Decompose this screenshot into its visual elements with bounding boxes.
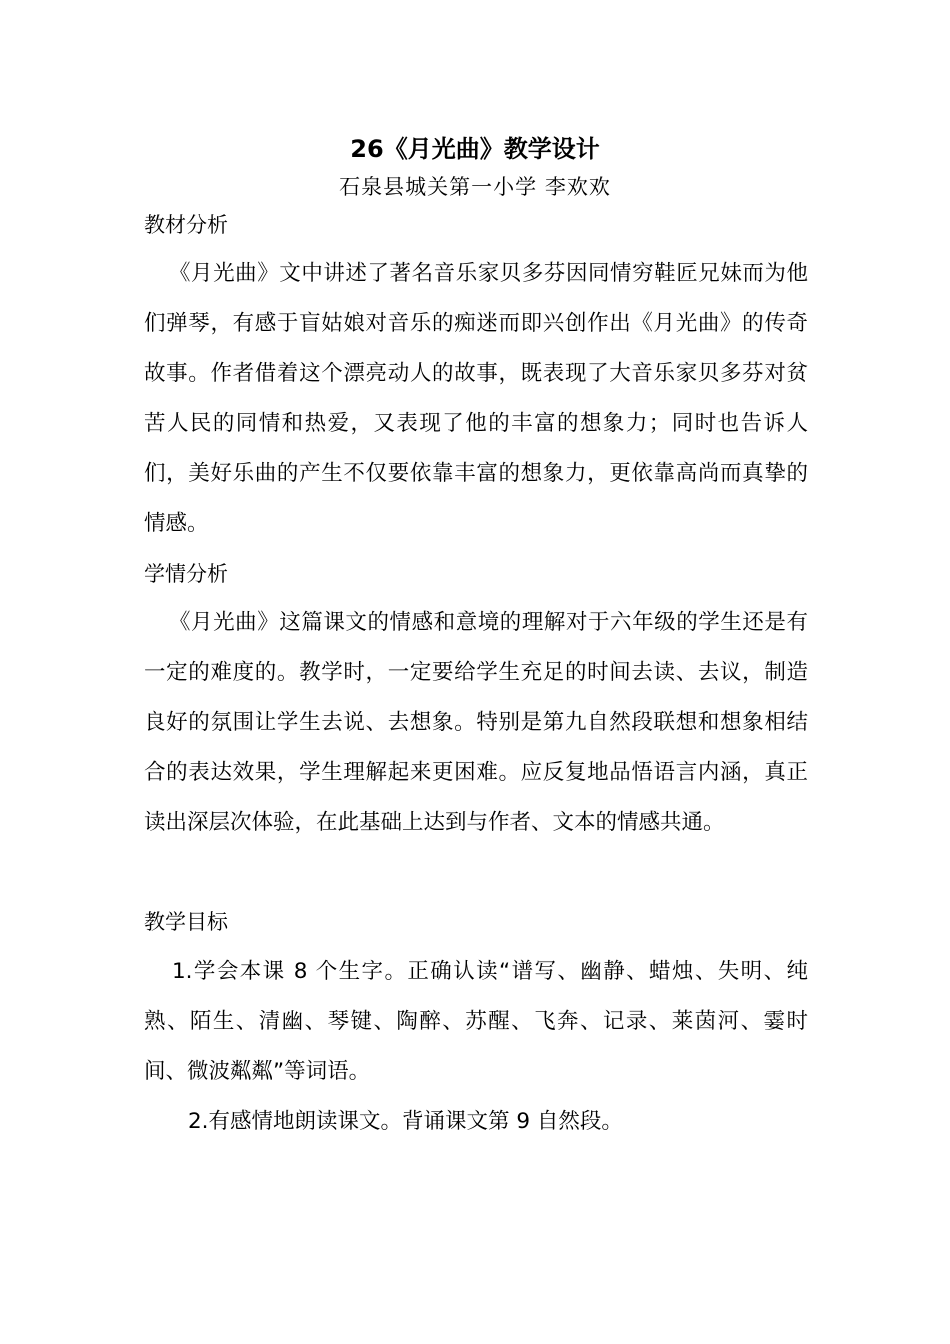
paragraph-materials: 《月光曲》文中讲述了著名音乐家贝多芬因同情穷鞋匠兄妹而为他们弹琴，有感于盲姑娘对音乐的痴迷而即兴创作出《月光曲》的传奇故事。作者借着这个漂亮动人的故事，既表现了大音乐家贝多芬对贫苦人民的同情和热爱，又表现了他的丰富的想象力；同时也告诉人们，美好乐曲的产生不仅要依靠丰富的想象力，更依靠高尚而真挚的情感。 xyxy=(144,261,808,536)
objective-item-2: 2.有感情地朗读课文。背诵课文第 9 自然段。 xyxy=(188,1109,623,1134)
section-heading-objectives: 教学目标 xyxy=(144,910,228,934)
section-heading-materials: 教材分析 xyxy=(144,213,228,237)
section-heading-students: 学情分析 xyxy=(144,562,228,586)
document-title: 26《月光曲》教学设计 xyxy=(350,135,600,163)
author-line: 石泉县城关第一小学 李欢欢 xyxy=(339,175,611,199)
paragraph-students: 《月光曲》这篇课文的情感和意境的理解对于六年级的学生还是有一定的难度的。教学时，一定要给学生充足的时间去读、去议，制造良好的氛围让学生去说、去想象。特别是第九自然段联想和想象相结合的表达效果，学生理解起来更困难。应反复地品悟语言内涵，真正读出深层次体验，在此基础上达到与作者、文本的情感共通。 xyxy=(144,610,808,835)
objective-item-1: 1.学会本课 8 个生字。正确认读“谱写、幽静、蜡烛、失明、纯熟、陌生、清幽、琴键、陶醉、苏醒、飞奔、记录、莱茵河、霎时间、微波粼粼”等词语。 xyxy=(144,959,808,1084)
